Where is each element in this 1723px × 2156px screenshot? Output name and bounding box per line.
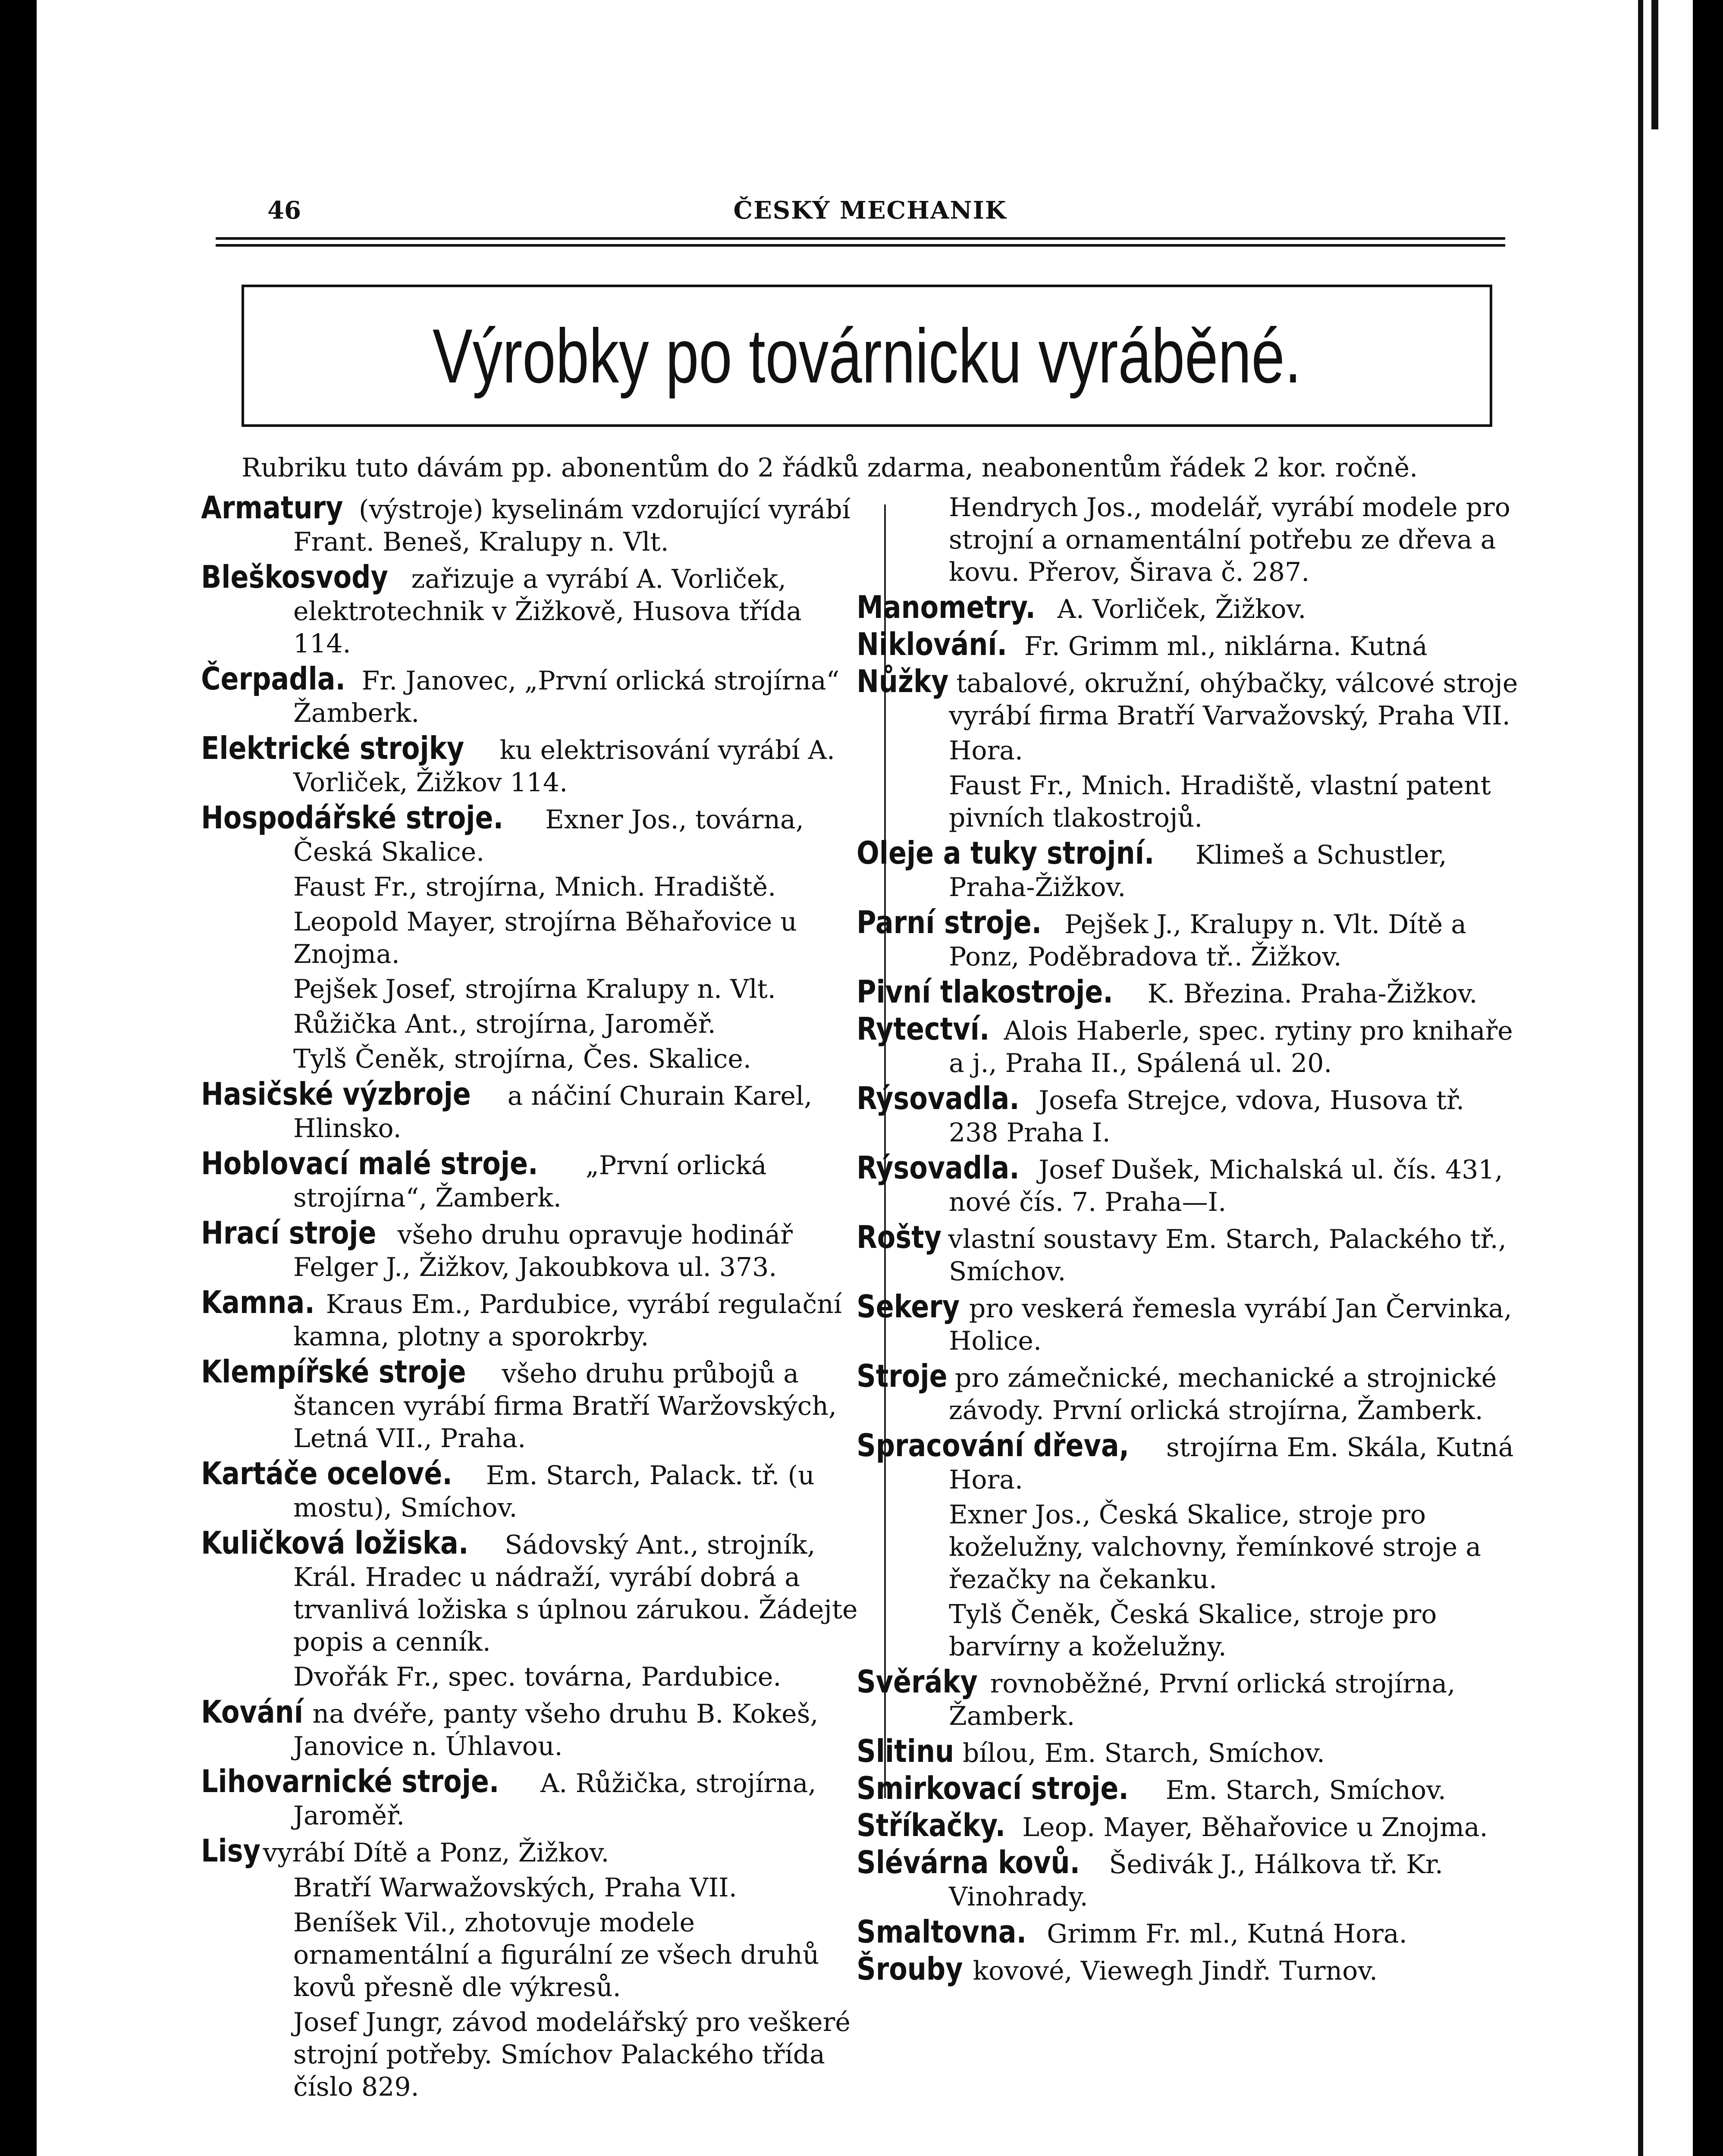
listing-text: Grimm Fr. ml., Kutná Hora. bbox=[1039, 1919, 1407, 1949]
listing-entry bbox=[857, 1011, 1520, 1080]
listing-text: Alois Haberle, spec. rytiny pro knihaře a j., Praha II., Spálená ul. 20. bbox=[949, 1016, 1513, 1078]
listing-entry bbox=[201, 559, 865, 660]
listing-continuation: Tylš Čeněk, strojírna, Čes. Skalice. bbox=[293, 1044, 751, 1074]
listing-continuation: Faust Fr., strojírna, Mnich. Hradiště. bbox=[293, 872, 776, 902]
listing-text: Šedivák J., Hálkova tř. Kr. Vinohrady. bbox=[949, 1849, 1444, 1912]
listing-entry bbox=[857, 589, 1520, 626]
listing-text: kovové, Viewegh Jindř. Turnov. bbox=[964, 1956, 1378, 1986]
listing-text: všeho druhu opravuje hodinář Felger J., Žižkov, Jakoubkova ul. 373. bbox=[293, 1220, 793, 1282]
listing-term: Klempířské stroje bbox=[201, 1354, 466, 1390]
listing-entry bbox=[857, 626, 1520, 663]
page-number: 46 bbox=[267, 196, 301, 225]
listing-term: Svěráky bbox=[857, 1664, 978, 1700]
listing-text: (výstroje) kyselinám vzdorující vyrábí Frant. Beneš, Kralupy n. Vlt. bbox=[293, 495, 851, 557]
listing-term: Parní stroje. bbox=[857, 904, 1042, 940]
listing-entry bbox=[201, 1694, 865, 1763]
listing-entry bbox=[201, 1525, 865, 1658]
listing-continuation: Tylš Čeněk, Česká Skalice, stroje pro barvírny a koželužny. bbox=[949, 1599, 1437, 1662]
listing-entry bbox=[201, 1284, 865, 1353]
left-column bbox=[201, 489, 865, 2106]
listing-text: rovnoběžné, První orlická strojírna, Žamberk. bbox=[949, 1669, 1456, 1731]
scan-border-right bbox=[1693, 0, 1723, 2156]
listing-text: Kraus Em., Pardubice, vyrábí regulační kamna, plotny a sporokrby. bbox=[293, 1289, 842, 1352]
listing-text: Exner Jos., továrna, Česká Skalice. bbox=[293, 805, 804, 867]
listing-entry bbox=[857, 1914, 1520, 1950]
listing-entry bbox=[201, 1763, 865, 1832]
listing-term: Hasičské výzbroje bbox=[201, 1076, 471, 1112]
listing-text: bílou, Em. Starch, Smíchov. bbox=[954, 1738, 1325, 1768]
listing-entry bbox=[201, 1833, 865, 1869]
right-column bbox=[857, 492, 1520, 1990]
listing-text: A. Růžička, strojírna, Jaroměř. bbox=[293, 1768, 816, 1831]
listing-entry bbox=[857, 1288, 1520, 1357]
listing-text: ku elektrisování vyrábí A. Vorliček, Žižkov 114. bbox=[293, 735, 835, 798]
listing-continuation: Pejšek Josef, strojírna Kralupy n. Vlt. bbox=[293, 974, 776, 1004]
listing-entry bbox=[201, 661, 865, 730]
listing-entry bbox=[201, 730, 865, 799]
listing-term: Rošty bbox=[857, 1219, 942, 1255]
listing-entry bbox=[857, 1770, 1520, 1807]
listing-term: Manometry. bbox=[857, 589, 1036, 625]
listing-entry bbox=[201, 1354, 865, 1455]
listing-entry bbox=[857, 1951, 1520, 1987]
listing-entry bbox=[857, 1080, 1520, 1149]
listing-entry bbox=[201, 1076, 865, 1145]
listing-text: Fr. Janovec, „První orlická strojírna“ Žamberk. bbox=[293, 666, 840, 728]
listing-text: Josef Dušek, Michalská ul. čís. 431, nové čís. 7. Praha—I. bbox=[949, 1155, 1503, 1217]
listing-term: Nůžky bbox=[857, 663, 949, 699]
listing-term: Bleškosvody bbox=[201, 559, 388, 595]
listing-entry bbox=[857, 1664, 1520, 1733]
listing-text: Klimeš a Schustler, Praha-Žižkov. bbox=[949, 840, 1447, 903]
scan-edge-mark bbox=[1651, 0, 1658, 129]
listing-term: Smirkovací stroje. bbox=[857, 1770, 1129, 1806]
listing-term: Kování bbox=[201, 1694, 303, 1730]
listing-entry bbox=[857, 1150, 1520, 1219]
listing-entry bbox=[857, 1733, 1520, 1770]
listing-text: pro veskerá řemesla vyrábí Jan Červinka, Holice. bbox=[949, 1294, 1512, 1356]
listing-entry bbox=[201, 1215, 865, 1284]
listing-entry bbox=[201, 1145, 865, 1214]
listing-term: Sekery bbox=[857, 1288, 960, 1325]
listing-continuation: Hora. bbox=[949, 736, 1023, 766]
listing-term: Hospodářské stroje. bbox=[201, 799, 504, 836]
listing-text: „První orlická strojírna“, Žamberk. bbox=[293, 1150, 767, 1213]
listing-continuation: Exner Jos., Česká Skalice, stroje pro koželužny, valchovny, řemínkové stroje a řezačky na čekanku. bbox=[949, 1500, 1481, 1595]
listing-text: A. Vorliček, Žižkov. bbox=[1049, 594, 1306, 624]
header-rule-top bbox=[216, 237, 1505, 240]
listing-text: vlastní soustavy Em. Starch, Palackého tř., Smíchov. bbox=[940, 1224, 1506, 1287]
listing-term: Hrací stroje bbox=[201, 1215, 377, 1251]
listing-term: Rýsovadla. bbox=[857, 1080, 1020, 1116]
listing-text: Leop. Mayer, Běhařovice u Znojma. bbox=[1014, 1812, 1488, 1843]
listing-entry bbox=[201, 1455, 865, 1524]
listing-term: Kartáče ocelové. bbox=[201, 1455, 452, 1492]
listing-term: Lihovarnické stroje. bbox=[201, 1763, 499, 1799]
listing-entry bbox=[857, 904, 1520, 973]
listing-text: zařizuje a vyrábí A. Vorliček, elektrotechnik v Žižkově, Husova třída 114. bbox=[293, 564, 802, 659]
intro-note: Rubriku tuto dávám pp. abonentům do 2 řádků zdarma, neabonentům řádek 2 kor. ročně. bbox=[242, 453, 1418, 483]
listing-text: a náčiní Churain Karel, Hlinsko. bbox=[293, 1081, 813, 1144]
listing-continuation: Beníšek Vil., zhotovuje modele ornamentální a figurální ze všech druhů kovů přesně dle výkresů. bbox=[293, 1908, 819, 2002]
listing-text: Fr. Grimm ml., niklárna. Kutná bbox=[1016, 631, 1428, 661]
journal-title: ČESKÝ MECHANIK bbox=[733, 196, 1007, 225]
listing-term: Kamna. bbox=[201, 1284, 315, 1320]
listing-entry bbox=[857, 974, 1520, 1010]
listing-term: Lisy bbox=[201, 1833, 261, 1869]
listing-entry bbox=[857, 1427, 1520, 1496]
listing-text: všeho druhu průbojů a štancen vyrábí firma Bratří Waržovských, Letná VII., Praha. bbox=[293, 1359, 837, 1454]
listing-term: Kuličková ložiska. bbox=[201, 1525, 469, 1561]
listing-entry bbox=[201, 489, 865, 558]
header-rule-bottom bbox=[216, 244, 1505, 247]
listing-term: Hoblovací malé stroje. bbox=[201, 1145, 538, 1181]
section-title: Výrobky po továrnicku vyráběné. bbox=[432, 313, 1302, 399]
listing-continuation: Růžička Ant., strojírna, Jaroměř. bbox=[293, 1009, 716, 1039]
section-title-box bbox=[242, 285, 1492, 427]
listing-term: Rytectví. bbox=[857, 1011, 990, 1047]
listing-term: Rýsovadla. bbox=[857, 1150, 1020, 1186]
listing-term: Slévárna kovů. bbox=[857, 1844, 1080, 1880]
listing-term: Smaltovna. bbox=[857, 1914, 1027, 1950]
listing-text: Sádovský Ant., strojník, Král. Hradec u nádraží, vyrábí dobrá a trvanlivá ložiska s úplnou zárukou. Žádejte popis a cenník. bbox=[293, 1530, 858, 1657]
listing-entry bbox=[857, 835, 1520, 904]
listing-text: K. Březina. Praha-Žižkov. bbox=[1139, 979, 1478, 1009]
listing-continuation: Dvořák Fr., spec. továrna, Pardubice. bbox=[293, 1662, 781, 1692]
listing-text: strojírna Em. Skála, Kutná Hora. bbox=[949, 1432, 1514, 1495]
listing-term: Stříkačky. bbox=[857, 1807, 1006, 1843]
listing-term: Šrouby bbox=[857, 1951, 963, 1987]
listing-entry bbox=[857, 1219, 1520, 1288]
listing-term: Oleje a tuky strojní. bbox=[857, 835, 1155, 871]
listing-term: Spracování dřeva, bbox=[857, 1427, 1130, 1463]
scan-border-left bbox=[0, 0, 37, 2156]
listing-text: Josefa Strejce, vdova, Husova tř. 238 Praha I. bbox=[949, 1085, 1465, 1148]
listing-continuation: Josef Jungr, závod modelářský pro veškeré strojní potřeby. Smíchov Palackého třída číslo 829. bbox=[293, 2007, 851, 2102]
listing-continuation: Bratří Warwažovských, Praha VII. bbox=[293, 1873, 737, 1903]
scan-edge-line bbox=[1638, 0, 1643, 2156]
listing-text: Em. Starch, Palack. tř. (u mostu), Smíchov. bbox=[293, 1460, 815, 1523]
listing-entry bbox=[857, 1807, 1520, 1844]
listing-term: Čerpadla. bbox=[201, 661, 346, 697]
listing-term: Niklování. bbox=[857, 626, 1007, 662]
listing-text: tabalové, okružní, ohýbačky, válcové stroje vyrábí firma Bratří Varvažovský, Praha VII. bbox=[948, 668, 1518, 731]
listing-term: Elektrické strojky bbox=[201, 730, 464, 766]
listing-text: vyrábí Dítě a Ponz, Žižkov. bbox=[254, 1838, 609, 1868]
listing-entry bbox=[201, 799, 865, 868]
listing-entry bbox=[857, 1358, 1520, 1427]
listing-entry bbox=[857, 1844, 1520, 1913]
listing-term: Pivní tlakostroje. bbox=[857, 974, 1113, 1010]
listing-term: Stroje bbox=[857, 1358, 948, 1394]
listing-text: na dvéře, panty všeho druhu B. Kokeš, Janovice n. Úhlavou. bbox=[293, 1699, 819, 1761]
listing-text: Em. Starch, Smíchov. bbox=[1157, 1775, 1446, 1805]
listing-text: pro zámečnické, mechanické a strojnické závody. První orlická strojírna, Žamberk. bbox=[946, 1363, 1497, 1426]
listing-continuation: Faust Fr., Mnich. Hradiště, vlastní patent pivních tlakostrojů. bbox=[949, 771, 1491, 833]
listing-entry bbox=[857, 663, 1520, 732]
listing-text: Pejšek J., Kralupy n. Vlt. Dítě a Ponz, Poděbradova tř.. Žižkov. bbox=[949, 909, 1467, 972]
listing-term: Armatury bbox=[201, 489, 343, 526]
listing-term: Slitinu bbox=[857, 1733, 954, 1769]
listing-continuation: Leopold Mayer, strojírna Běhařovice u Znojma. bbox=[293, 907, 797, 969]
listing-continuation: Hendrych Jos., modelář, vyrábí modele pro strojní a ornamentální potřebu ze dřeva a kovu. Přerov, Širava č. 287. bbox=[949, 492, 1510, 587]
